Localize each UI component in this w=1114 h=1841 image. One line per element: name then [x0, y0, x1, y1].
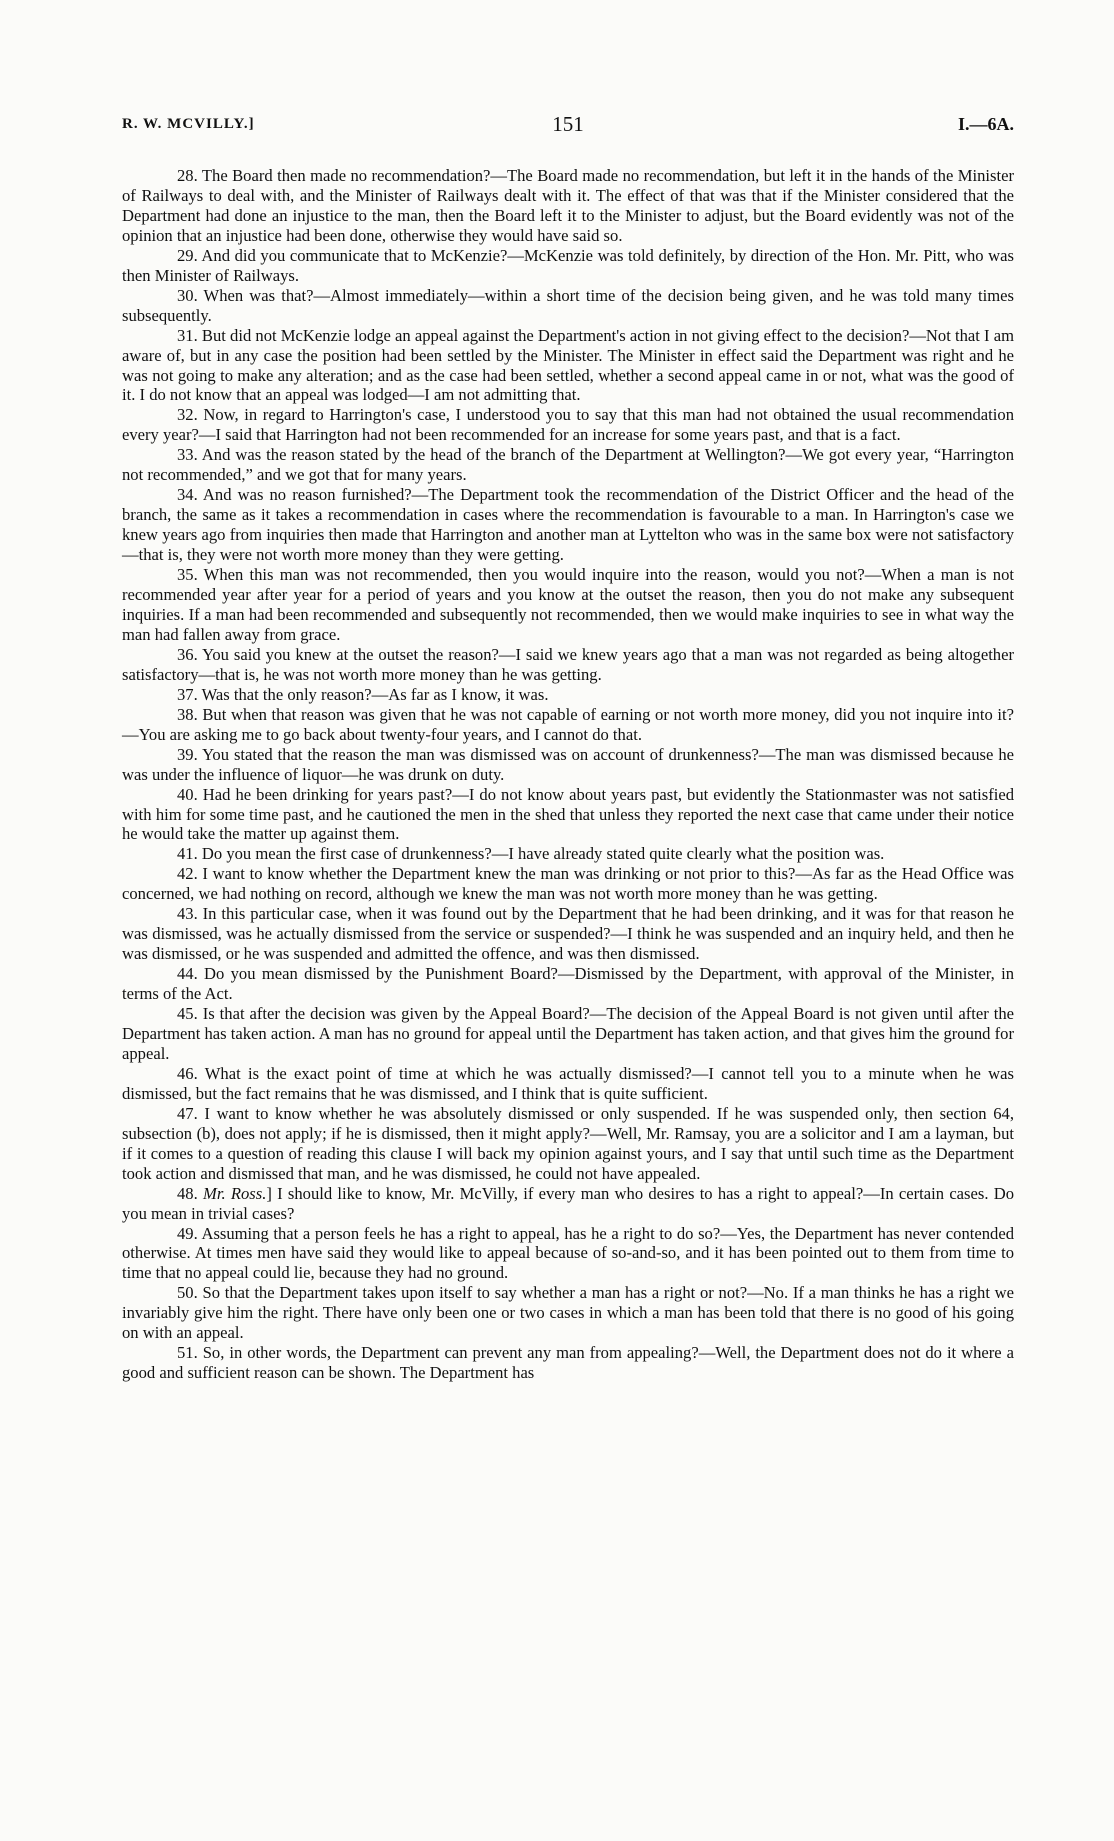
paragraph-42: 42. I want to know whether the Department knew the man was drinking or not prior to this?—As far as the Head Office was concerned, we had nothing on record, although we knew the man was not worth more money than he was getting. [122, 864, 1014, 904]
page-body [122, 166, 1014, 1383]
paragraph-36: 36. You said you knew at the outset the reason?—I said we knew years ago that a man was not regarded as being altogether satisfactory—that is, he was not worth more money than he was getting. [122, 644, 1014, 684]
paragraph-48-number: 48. [177, 1183, 203, 1203]
paragraph-38: 38. But when that reason was given that he was not capable of earning or not worth more money, did you not inquire into it?—You are asking me to go back about twenty-four years, and I cannot do that. [122, 704, 1014, 744]
paragraph-46: 46. What is the exact point of time at which he was actually dismissed?—I cannot tell you to a minute when he was dismissed, but the fact remains that he was dismissed, and I think that is quite sufficient. [122, 1063, 1014, 1103]
paragraph-29: 29. And did you communicate that to McKenzie?—McKenzie was told definitely, by direction of the Hon. Mr. Pitt, who was then Minister of Railways. [122, 245, 1014, 285]
paragraph-33: 33. And was the reason stated by the head of the branch of the Department at Wellington?—We got every year, “Harrington not recommended,” and we got that for many years. [122, 445, 1014, 485]
paragraph-47: 47. I want to know whether he was absolutely dismissed or only suspended. If he was suspended only, then section 64, subsection (b), does not apply; if he is dismissed, then it might apply?—Well, Mr. Ramsay, you are a solicitor and I am a layman, but if it comes to a question of reading this clause I will back my opinion against yours, and I say that until such time as the Department took action and dismissed that man, and he was dismissed, he could not have appealed. [122, 1103, 1014, 1183]
page-header [122, 112, 1014, 142]
header-document-reference: I.—6A. [957, 114, 1014, 134]
paragraph-35: 35. When this man was not recommended, then you would inquire into the reason, would you not?—When a man is not recommended year after year for a period of years and you know at the outset the reason, then you do not make any subsequent inquiries. If a man had been recommended and subsequently not recommended, then we would make inquiries to see in what way the man had fallen away from grace. [122, 565, 1014, 644]
paragraph-50: 50. So that the Department takes upon itself to say whether a man has a right or not?—No. If a man thinks he has a right we invariably give him the right. There have only been one or two cases in which a man has been told that there is no good of his going on with an appeal. [122, 1283, 1014, 1343]
paragraph-44: 44. Do you mean dismissed by the Punishment Board?—Dismissed by the Department, with approval of the Minister, in terms of the Act. [122, 964, 1014, 1004]
paragraph-49: 49. Assuming that a person feels he has a right to appeal, has he a right to do so?—Yes, the Department has never contended otherwise. At times men have said they would like to appeal because of so-and-so, and it has been pointed out to them from time to time that no appeal could lie, because they had no ground. [122, 1223, 1014, 1283]
paragraph-45: 45. Is that after the decision was given by the Appeal Board?—The decision of the Appeal Board is not given until after the Department has taken action. A man has no ground for appeal until the Department has taken action, and that gives him the ground for appeal. [122, 1004, 1014, 1063]
paragraph-32: 32. Now, in regard to Harrington's case, I understood you to say that this man had not obtained the usual recommendation every year?—I said that Harrington had not been recommended for an increase for some years past, and that is a fact. [122, 405, 1014, 445]
paragraph-39: 39. You stated that the reason the man was dismissed was on account of drunkenness?—The man was dismissed because he was under the influence of liquor—he was drunk on duty. [122, 744, 1014, 784]
paragraph-30: 30. When was that?—Almost immediately—within a short time of the decision being given, and he was told many times subsequently. [122, 285, 1014, 325]
page-number: 151 [552, 112, 584, 136]
paragraph-37: 37. Was that the only reason?—As far as I know, it was. [177, 684, 549, 704]
paragraph-28: 28. The Board then made no recommendation?—The Board made no recommendation, but left it in the hands of the Minister of Railways to deal with, and the Minister of Railways dealt with it. The effect of that was that if the Minister considered that the Department had done an injustice to the man, then the Board left it to the Minister to adjust, but the Board evidently was not of the opinion that an injustice had been done, otherwise they would have said so. [122, 166, 1014, 245]
speaker-name: Mr. Ross. [203, 1183, 267, 1203]
paragraph-43: 43. In this particular case, when it was found out by the Department that he had been drinking, and it was for that reason he was dismissed, was he actually dismissed from the service or suspended?—I think he was suspended and an inquiry held, and then he was dismissed, or he was suspended and admitted the offence, and was then dismissed. [122, 904, 1014, 964]
paragraph-34: 34. And was no reason furnished?—The Department took the recommendation of the District Officer and the head of the branch, the same as it takes a recommendation in cases where the recommendation is favourable to a man. In Harrington's case we knew years ago from inquiries then made that Harrington and another man at Lyttelton who was in the same box were not satisfactory—that is, they were not worth more money than they were getting. [122, 485, 1014, 565]
paragraph-48-text: ] I should like to know, Mr. McVilly, if every man who desires to has a right to appeal?—In certain cases. Do you mean in trivial cases? [122, 1183, 1015, 1223]
paragraph-48 [122, 1184, 1014, 1224]
paragraph-31: 31. But did not McKenzie lodge an appeal against the Department's action in not giving effect to the decision?—Not that I am aware of, but in any case the position had been settled by the Minister. The Minister in effect said the Department was right and he was not going to make any alteration; and as the case had been settled, whether a second appeal came in or not, what was the good of it. I do not know that an appeal was lodged—I am not admitting that. [122, 325, 1014, 405]
paragraph-40: 40. Had he been drinking for years past?—I do not know about years past, but evidently the Stationmaster was not satisfied with him for some time past, and he cautioned the men in the shed that unless they reported the next case that came under their notice he would take the matter up against them. [122, 784, 1014, 844]
paragraph-41: 41. Do you mean the first case of drunkenness?—I have already stated quite clearly what the position was. [177, 844, 885, 864]
header-witness-name: R. W. MCVILLY.] [122, 116, 255, 132]
paragraph-51: 51. So, in other words, the Department can prevent any man from appealing?—Well, the Department does not do it where a good and sufficient reason can be shown. The Department has [122, 1343, 1014, 1383]
